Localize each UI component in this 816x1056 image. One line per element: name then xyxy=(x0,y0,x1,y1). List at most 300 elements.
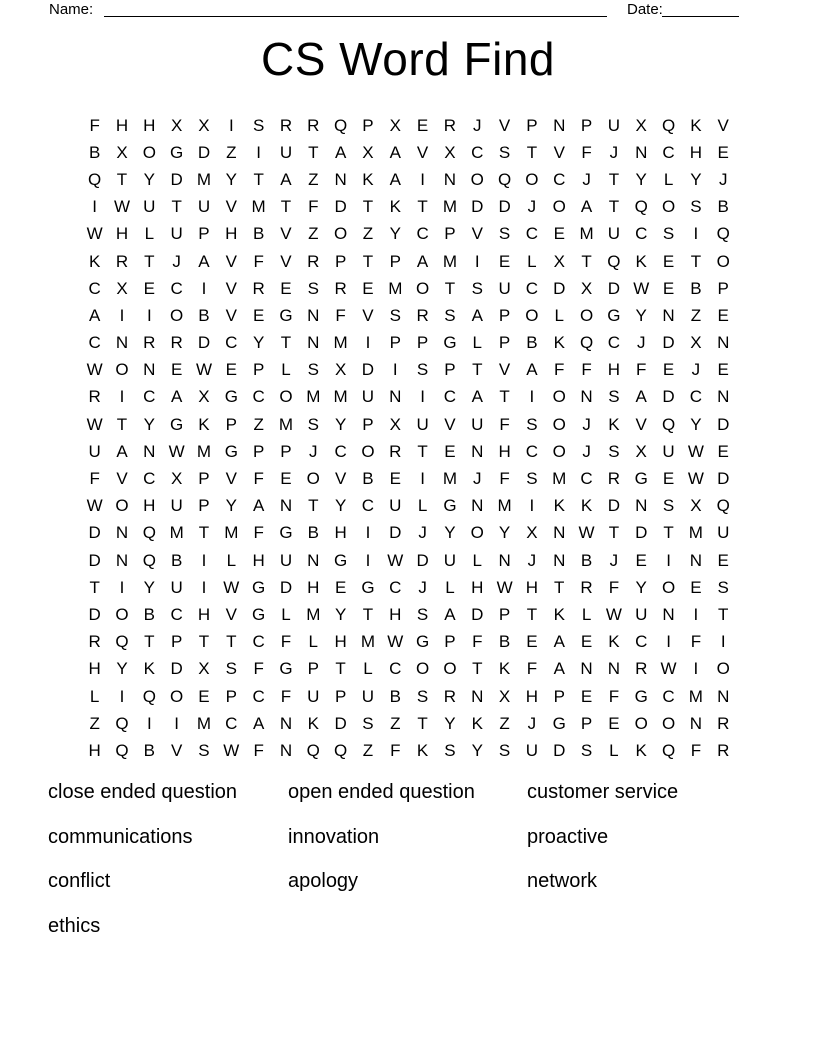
grid-cell: X xyxy=(690,496,702,516)
grid-cell: J xyxy=(418,523,427,543)
grid-cell: U xyxy=(443,550,457,570)
grid-cell: I xyxy=(420,169,425,189)
grid-cell: Y xyxy=(690,169,702,189)
grid-cell: G xyxy=(252,604,266,624)
grid-cell: F xyxy=(526,659,538,679)
grid-cell: I xyxy=(228,115,234,135)
grid-cell: G xyxy=(224,387,238,407)
word-search-grid xyxy=(81,112,737,765)
grid-cell: C xyxy=(635,224,648,244)
grid-cell: I xyxy=(666,632,671,652)
grid-cell: J xyxy=(609,550,619,570)
grid-cell: K xyxy=(690,115,702,135)
grid-cell: R xyxy=(717,713,730,733)
grid-cell: E xyxy=(580,632,593,652)
grid-cell: J xyxy=(582,414,591,434)
grid-cell: L xyxy=(472,333,482,353)
grid-cell: D xyxy=(170,659,183,679)
grid-cell: E xyxy=(143,278,155,298)
grid-cell: Y xyxy=(116,659,128,679)
grid-cell: T xyxy=(690,251,702,271)
grid-cell: D xyxy=(471,197,484,217)
grid-cell: B xyxy=(690,278,702,298)
grid-cell: X xyxy=(116,278,128,298)
grid-cell: P xyxy=(498,604,511,624)
grid-cell: P xyxy=(416,333,429,353)
grid-cell: O xyxy=(634,713,648,733)
grid-cell: H xyxy=(525,686,539,706)
grid-cell: S xyxy=(608,441,620,461)
grid-cell: E xyxy=(662,251,675,271)
grid-cell: E xyxy=(717,142,729,162)
grid-cell: I xyxy=(146,713,152,733)
grid-cell: F xyxy=(253,740,264,760)
grid-cell: T xyxy=(171,197,182,217)
grid-cell: L xyxy=(663,169,674,189)
grid-cell: H xyxy=(197,604,211,624)
grid-cell: Z xyxy=(89,713,100,733)
grid-cell: A xyxy=(416,251,429,271)
grid-cell: S xyxy=(416,360,429,380)
grid-cell: S xyxy=(526,469,538,489)
grid-cell: C xyxy=(225,333,238,353)
grid-cell: D xyxy=(197,142,211,162)
grid-cell: Z xyxy=(690,305,702,325)
grid-cell: Y xyxy=(690,414,702,434)
grid-cell: P xyxy=(362,115,374,135)
grid-cell: V xyxy=(471,224,483,244)
grid-cell: M xyxy=(442,469,458,489)
grid-cell: D xyxy=(662,333,675,353)
grid-cell: A xyxy=(580,197,593,217)
grid-cell: H xyxy=(143,115,156,135)
grid-cell: X xyxy=(198,115,210,135)
grid-cell: T xyxy=(581,251,592,271)
grid-cell: P xyxy=(362,414,374,434)
grid-cell: L xyxy=(281,360,291,380)
grid-cell: O xyxy=(415,659,430,679)
grid-cell: L xyxy=(554,305,564,325)
grid-cell: B xyxy=(143,740,155,760)
grid-cell: A xyxy=(252,496,265,516)
date-label: Date: xyxy=(627,1,663,18)
grid-cell: M xyxy=(388,278,403,298)
grid-cell: C xyxy=(88,333,101,353)
grid-cell: R xyxy=(170,333,183,353)
grid-cell: Q xyxy=(661,740,676,760)
grid-cell: S xyxy=(307,414,319,434)
grid-cell: C xyxy=(607,333,621,353)
grid-cell: U xyxy=(498,278,511,298)
grid-cell: T xyxy=(144,632,155,652)
grid-cell: K xyxy=(580,496,593,516)
grid-cell: B xyxy=(198,305,210,325)
grid-cell: G xyxy=(607,305,621,325)
grid-cell: A xyxy=(635,387,647,407)
grid-cell: I xyxy=(693,659,699,679)
grid-cell: C xyxy=(525,441,539,461)
grid-cell: H xyxy=(307,577,320,597)
grid-cell: T xyxy=(253,169,264,189)
grid-cell: I xyxy=(201,278,207,298)
grid-cell: X xyxy=(580,278,593,298)
grid-cell: K xyxy=(88,251,101,271)
grid-cell: V xyxy=(280,224,292,244)
grid-cell: T xyxy=(608,197,620,217)
grid-cell: P xyxy=(444,360,456,380)
grid-cell: U xyxy=(607,115,621,135)
grid-cell: X xyxy=(116,142,128,162)
grid-cell: O xyxy=(115,360,129,380)
grid-cell: Y xyxy=(389,224,401,244)
page-title: CS Word Find xyxy=(260,33,556,85)
grid-cell: K xyxy=(553,604,565,624)
grid-cell: O xyxy=(415,278,430,298)
grid-cell: Y xyxy=(252,333,265,353)
grid-cell: G xyxy=(443,333,457,353)
grid-cell: U xyxy=(607,224,621,244)
grid-cell: C xyxy=(88,278,101,298)
word-list-item: conflict xyxy=(48,870,111,892)
grid-cell: I xyxy=(693,604,699,624)
grid-cell: K xyxy=(635,740,647,760)
grid-cell: W xyxy=(660,659,677,679)
grid-cell: O xyxy=(470,523,484,543)
grid-cell: U xyxy=(88,441,101,461)
grid-cell: K xyxy=(608,632,620,652)
grid-cell: Q xyxy=(634,197,648,217)
grid-cell: K xyxy=(471,713,483,733)
grid-cell: C xyxy=(252,632,265,652)
grid-cell: F xyxy=(253,469,264,489)
grid-cell: V xyxy=(717,115,729,135)
grid-cell: B xyxy=(580,550,593,570)
word-list-column-2 xyxy=(288,781,475,915)
grid-cell: B xyxy=(143,604,155,624)
grid-cell: O xyxy=(525,169,539,189)
grid-cell: Y xyxy=(225,496,237,516)
grid-cell: T xyxy=(280,197,292,217)
grid-cell: V xyxy=(225,197,237,217)
grid-cell: C xyxy=(580,469,593,489)
grid-cell: Z xyxy=(253,414,264,434)
word-list-item: close ended question xyxy=(48,781,238,803)
grid-cell: N xyxy=(471,686,484,706)
grid-cell: W xyxy=(633,278,650,298)
grid-cell: P xyxy=(717,278,729,298)
grid-cell: S xyxy=(717,577,729,597)
grid-cell: P xyxy=(170,632,183,652)
grid-cell: W xyxy=(387,550,404,570)
grid-cell: L xyxy=(609,740,619,760)
grid-cell: Y xyxy=(635,305,647,325)
grid-cell: J xyxy=(309,441,318,461)
grid-cell: T xyxy=(417,441,428,461)
grid-cell: I xyxy=(256,142,261,162)
grid-cell: G xyxy=(279,305,293,325)
grid-cell: B xyxy=(717,197,729,217)
grid-cell: E xyxy=(608,713,620,733)
grid-cell: T xyxy=(280,333,292,353)
grid-cell: J xyxy=(691,360,701,380)
grid-cell: N xyxy=(115,523,129,543)
grid-cell: H xyxy=(252,550,265,570)
grid-cell: N xyxy=(307,333,320,353)
grid-cell: F xyxy=(335,305,346,325)
grid-cell: M xyxy=(442,197,458,217)
grid-cell: H xyxy=(334,632,347,652)
grid-cell: Z xyxy=(308,224,319,244)
grid-cell: T xyxy=(499,387,510,407)
grid-cell: N xyxy=(143,441,156,461)
grid-cell: K xyxy=(553,333,565,353)
grid-cell: D xyxy=(471,604,484,624)
grid-cell: I xyxy=(174,713,180,733)
grid-cell: X xyxy=(170,469,183,489)
grid-cell: H xyxy=(143,496,156,516)
grid-cell: X xyxy=(498,686,511,706)
grid-cell: X xyxy=(198,659,210,679)
grid-cell: C xyxy=(443,387,457,407)
grid-cell: C xyxy=(252,686,265,706)
grid-cell: E xyxy=(526,632,538,652)
grid-cell: W xyxy=(578,523,595,543)
grid-cell: S xyxy=(526,414,538,434)
grid-cell: U xyxy=(170,224,183,244)
grid-cell: T xyxy=(362,251,374,271)
grid-cell: X xyxy=(198,387,210,407)
grid-cell: D xyxy=(553,740,566,760)
grid-cell: U xyxy=(389,496,402,516)
grid-cell: S xyxy=(444,740,456,760)
grid-cell: X xyxy=(526,523,538,543)
grid-cell: U xyxy=(279,142,293,162)
grid-cell: M xyxy=(497,496,512,516)
grid-cell: Z xyxy=(308,169,319,189)
grid-cell: E xyxy=(717,441,729,461)
grid-cell: E xyxy=(580,686,593,706)
grid-cell: D xyxy=(170,169,183,189)
grid-cell: B xyxy=(88,142,101,162)
grid-cell: C xyxy=(662,142,675,162)
grid-cell: N xyxy=(662,305,675,325)
grid-cell: C xyxy=(170,278,183,298)
grid-cell: E xyxy=(416,115,429,135)
grid-cell: O xyxy=(334,224,348,244)
grid-cell: G xyxy=(279,659,293,679)
grid-cell: Y xyxy=(444,713,456,733)
grid-cell: N xyxy=(553,523,566,543)
grid-cell: V xyxy=(553,142,565,162)
grid-cell: O xyxy=(443,659,457,679)
grid-cell: N xyxy=(717,686,730,706)
grid-cell: R xyxy=(607,469,621,489)
grid-cell: E xyxy=(280,469,292,489)
grid-cell: D xyxy=(717,469,730,489)
grid-cell: G xyxy=(224,441,238,461)
grid-cell: J xyxy=(527,713,537,733)
word-list-item: communications xyxy=(48,825,193,848)
grid-cell: S xyxy=(307,360,319,380)
grid-cell: J xyxy=(582,441,591,461)
grid-cell: P xyxy=(198,224,210,244)
grid-cell: T xyxy=(554,577,565,597)
grid-cell: P xyxy=(444,632,456,652)
grid-cell: U xyxy=(635,604,648,624)
grid-cell: H xyxy=(115,115,129,135)
grid-cell: V xyxy=(170,740,183,760)
grid-cell: N xyxy=(443,169,457,189)
grid-cell: F xyxy=(499,414,510,434)
grid-cell: D xyxy=(361,360,375,380)
grid-cell: F xyxy=(89,115,100,135)
grid-cell: N xyxy=(334,169,347,189)
grid-cell: C xyxy=(689,387,703,407)
grid-cell: A xyxy=(444,604,456,624)
grid-cell: K xyxy=(553,496,565,516)
grid-cell: B xyxy=(170,550,183,570)
grid-cell: A xyxy=(471,387,483,407)
grid-cell: I xyxy=(119,305,125,325)
grid-cell: K xyxy=(498,659,511,679)
grid-cell: S xyxy=(444,305,456,325)
grid-cell: P xyxy=(252,441,265,461)
grid-cell: W xyxy=(86,414,103,434)
grid-cell: E xyxy=(662,278,675,298)
grid-cell: S xyxy=(608,387,620,407)
grid-cell: O xyxy=(552,387,566,407)
grid-cell: F xyxy=(581,360,592,380)
grid-cell: H xyxy=(334,523,347,543)
grid-cell: M xyxy=(688,523,703,543)
grid-cell: J xyxy=(473,115,482,135)
grid-cell: L xyxy=(144,224,155,244)
grid-cell: N xyxy=(717,387,730,407)
grid-cell: N xyxy=(471,441,484,461)
word-list-item: open ended question xyxy=(288,781,475,803)
grid-cell: T xyxy=(472,659,483,679)
grid-cell: M xyxy=(306,387,321,407)
grid-cell: J xyxy=(527,197,537,217)
grid-cell: A xyxy=(526,360,538,380)
grid-cell: O xyxy=(579,305,594,325)
grid-cell: C xyxy=(662,686,675,706)
grid-cell: D xyxy=(88,550,101,570)
grid-cell: M xyxy=(360,632,376,652)
grid-cell: X xyxy=(389,115,401,135)
grid-cell: R xyxy=(334,278,347,298)
grid-cell: S xyxy=(307,278,319,298)
grid-cell: O xyxy=(716,659,730,679)
grid-cell: E xyxy=(334,577,347,597)
grid-cell: T xyxy=(144,251,155,271)
grid-cell: B xyxy=(526,333,538,353)
grid-cell: C xyxy=(389,577,402,597)
grid-cell: M xyxy=(169,523,184,543)
grid-cell: M xyxy=(306,604,321,624)
grid-cell: T xyxy=(226,632,237,652)
grid-cell: T xyxy=(472,360,483,380)
grid-cell: W xyxy=(605,604,622,624)
grid-cell: U xyxy=(361,387,375,407)
grid-cell: N xyxy=(471,496,484,516)
grid-cell: Q xyxy=(497,169,512,189)
grid-cell: S xyxy=(416,686,429,706)
grid-cell: Q xyxy=(607,251,621,271)
grid-cell: T xyxy=(718,604,729,624)
grid-cell: P xyxy=(280,441,292,461)
grid-cell: O xyxy=(142,142,156,162)
grid-cell: P xyxy=(334,251,347,271)
grid-cell: N xyxy=(307,305,320,325)
grid-cell: L xyxy=(472,550,482,570)
grid-cell: U xyxy=(197,197,211,217)
grid-cell: K xyxy=(198,414,210,434)
grid-cell: H xyxy=(225,224,238,244)
grid-cell: Q xyxy=(142,686,156,706)
grid-cell: A xyxy=(553,659,565,679)
grid-cell: O xyxy=(470,169,484,189)
grid-cell: E xyxy=(498,251,511,271)
grid-cell: L xyxy=(226,550,237,570)
grid-cell: M xyxy=(579,224,594,244)
grid-cell: Q xyxy=(334,740,348,760)
grid-cell: E xyxy=(717,360,729,380)
grid-cell: R xyxy=(143,333,156,353)
grid-cell: T xyxy=(526,142,538,162)
grid-cell: K xyxy=(635,251,647,271)
grid-cell: V xyxy=(116,469,128,489)
grid-cell: B xyxy=(362,469,374,489)
grid-cell: G xyxy=(634,469,648,489)
grid-cell: F xyxy=(690,740,702,760)
grid-cell: K xyxy=(608,414,620,434)
grid-cell: J xyxy=(609,142,619,162)
grid-cell: I xyxy=(529,387,535,407)
grid-cell: R xyxy=(580,577,593,597)
grid-cell: R xyxy=(88,387,101,407)
grid-cell: G xyxy=(334,550,348,570)
word-list-item: customer service xyxy=(527,781,679,803)
grid-cell: U xyxy=(170,496,183,516)
grid-cell: R xyxy=(443,686,457,706)
grid-cell: D xyxy=(88,604,101,624)
word-list-item: apology xyxy=(288,870,359,892)
grid-cell: K xyxy=(416,740,429,760)
grid-cell: H xyxy=(689,142,703,162)
grid-cell: F xyxy=(608,686,620,706)
grid-cell: P xyxy=(307,659,319,679)
grid-cell: D xyxy=(717,414,730,434)
grid-cell: H xyxy=(607,360,621,380)
grid-cell: C xyxy=(143,469,156,489)
grid-cell: N xyxy=(662,604,675,624)
grid-cell: Q xyxy=(115,632,129,652)
grid-cell: F xyxy=(89,469,100,489)
grid-cell: C xyxy=(389,659,402,679)
grid-cell: V xyxy=(225,469,237,489)
grid-cell: S xyxy=(416,604,429,624)
grid-cell: E xyxy=(362,278,374,298)
grid-cell: N xyxy=(689,713,703,733)
grid-cell: W xyxy=(195,360,212,380)
grid-cell: E xyxy=(690,577,702,597)
grid-cell: G xyxy=(279,523,293,543)
grid-cell: H xyxy=(498,441,511,461)
grid-cell: F xyxy=(253,251,264,271)
grid-cell: W xyxy=(223,740,240,760)
grid-cell: Q xyxy=(115,713,129,733)
